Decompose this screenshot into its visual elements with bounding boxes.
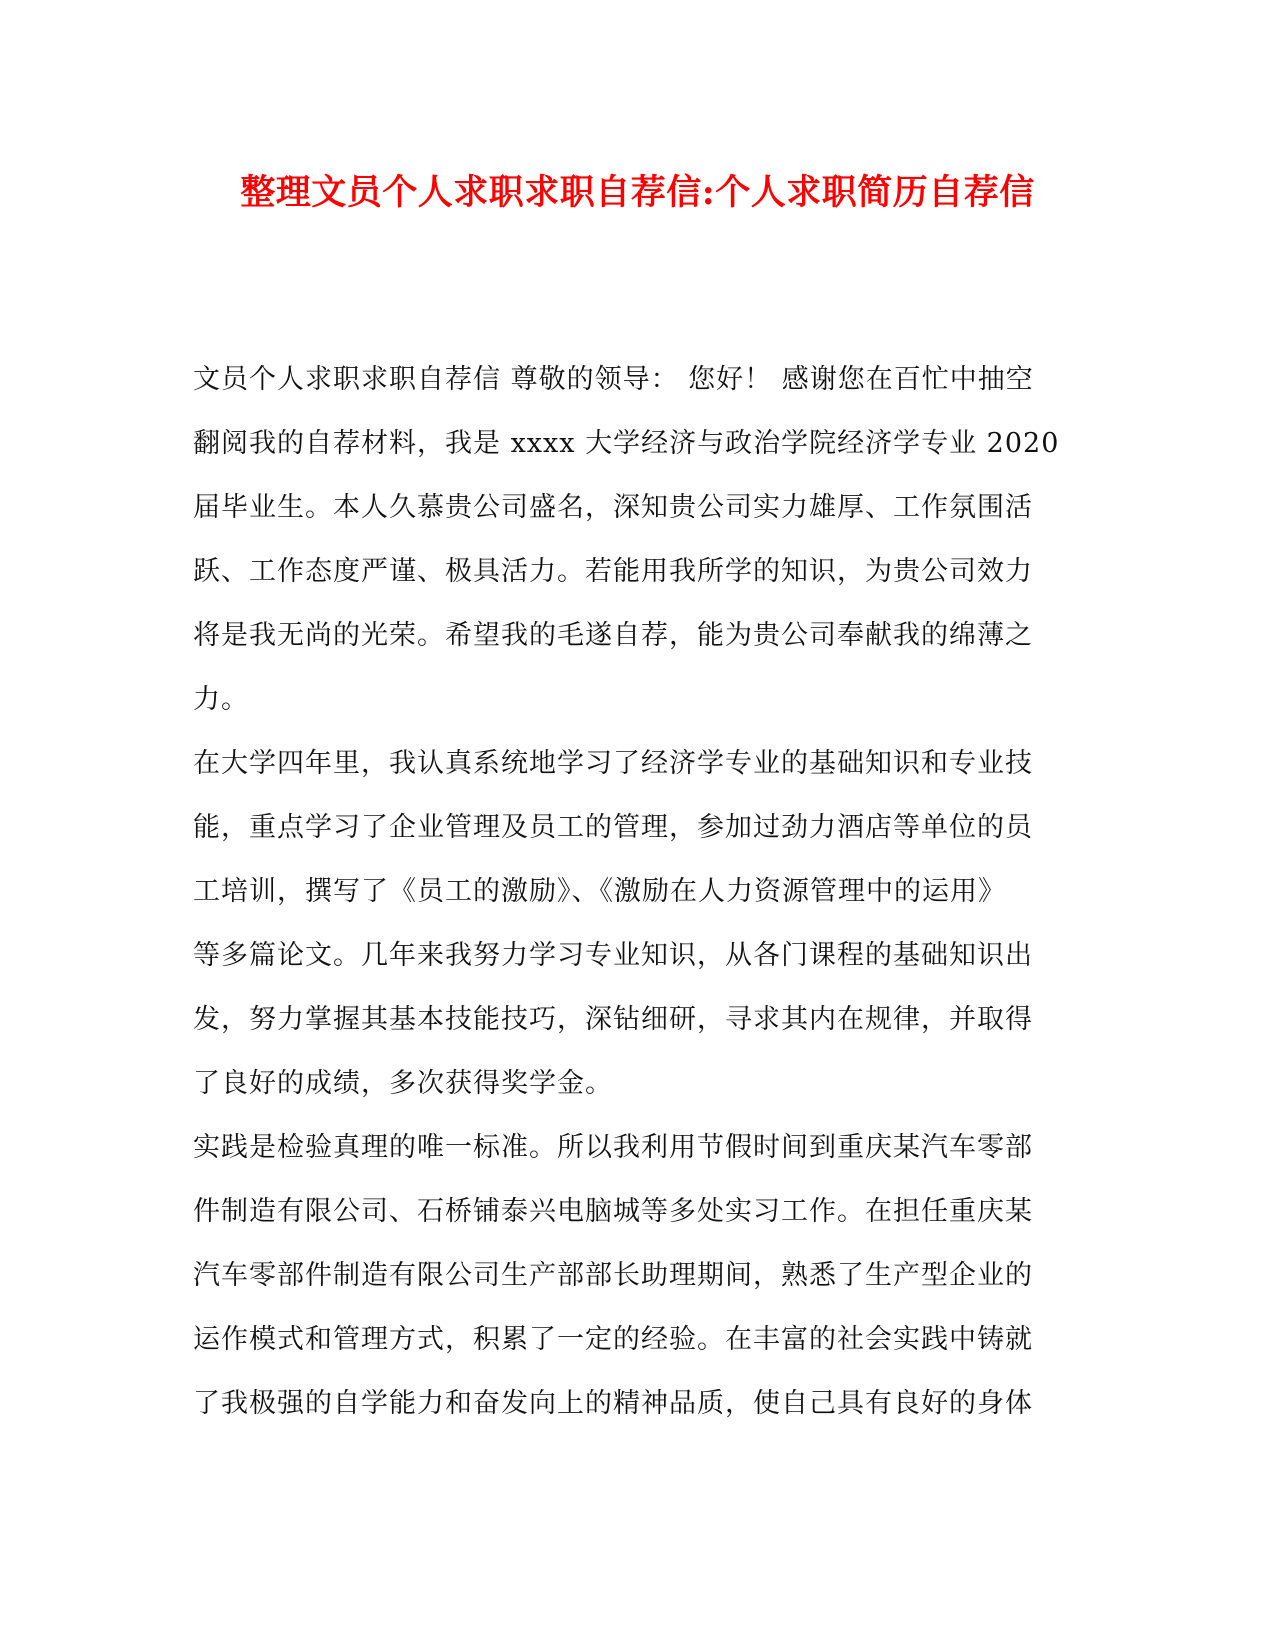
body-line: 发，努力掌握其基本技能技巧，深钻细研，寻求其内在规律，并取得 — [193, 1004, 1033, 1035]
body-line: 实践是检验真理的唯一标准。所以我利用节假时间到重庆某汽车零部 — [193, 1132, 1033, 1163]
body-line: 跃、工作态度严谨、极具活力。若能用我所学的知识，为贵公司效力 — [193, 556, 1033, 587]
body-line: 翻阅我的自荐材料，我是 xxxx 大学经济与政治学院经济学专业 2020 — [193, 428, 1060, 459]
body-line: 力。 — [193, 684, 249, 715]
body-line: 能，重点学习了企业管理及员工的管理，参加过劲力酒店等单位的员 — [193, 812, 1033, 843]
document-title: 整理文员个人求职求职自荐信:个人求职简历自荐信 — [240, 172, 1035, 213]
body-line: 了我极强的自学能力和奋发向上的精神品质，使自己具有良好的身体 — [193, 1388, 1033, 1419]
body-line: 文员个人求职求职自荐信 尊敬的领导： 您好！ 感谢您在百忙中抽空 — [193, 364, 1034, 395]
body-line: 件制造有限公司、石桥铺泰兴电脑城等多处实习工作。在担任重庆某 — [193, 1196, 1033, 1227]
body-line: 等多篇论文。几年来我努力学习专业知识，从各门课程的基础知识出 — [193, 940, 1033, 971]
document-body — [193, 348, 1083, 1436]
body-line: 工培训，撰写了《员工的激励》、《激励在人力资源管理中的运用》 — [193, 876, 1006, 907]
body-line: 了良好的成绩，多次获得奖学金。 — [193, 1068, 613, 1099]
body-line: 在大学四年里，我认真系统地学习了经济学专业的基础知识和专业技 — [193, 748, 1033, 779]
body-line: 将是我无尚的光荣。希望我的毛遂自荐，能为贵公司奉献我的绵薄之 — [193, 620, 1033, 651]
body-line: 届毕业生。本人久慕贵公司盛名，深知贵公司实力雄厚、工作氛围活 — [193, 492, 1033, 523]
body-line: 汽车零部件制造有限公司生产部部长助理期间，熟悉了生产型企业的 — [193, 1260, 1033, 1291]
body-line: 运作模式和管理方式，积累了一定的经验。在丰富的社会实践中铸就 — [193, 1324, 1033, 1355]
